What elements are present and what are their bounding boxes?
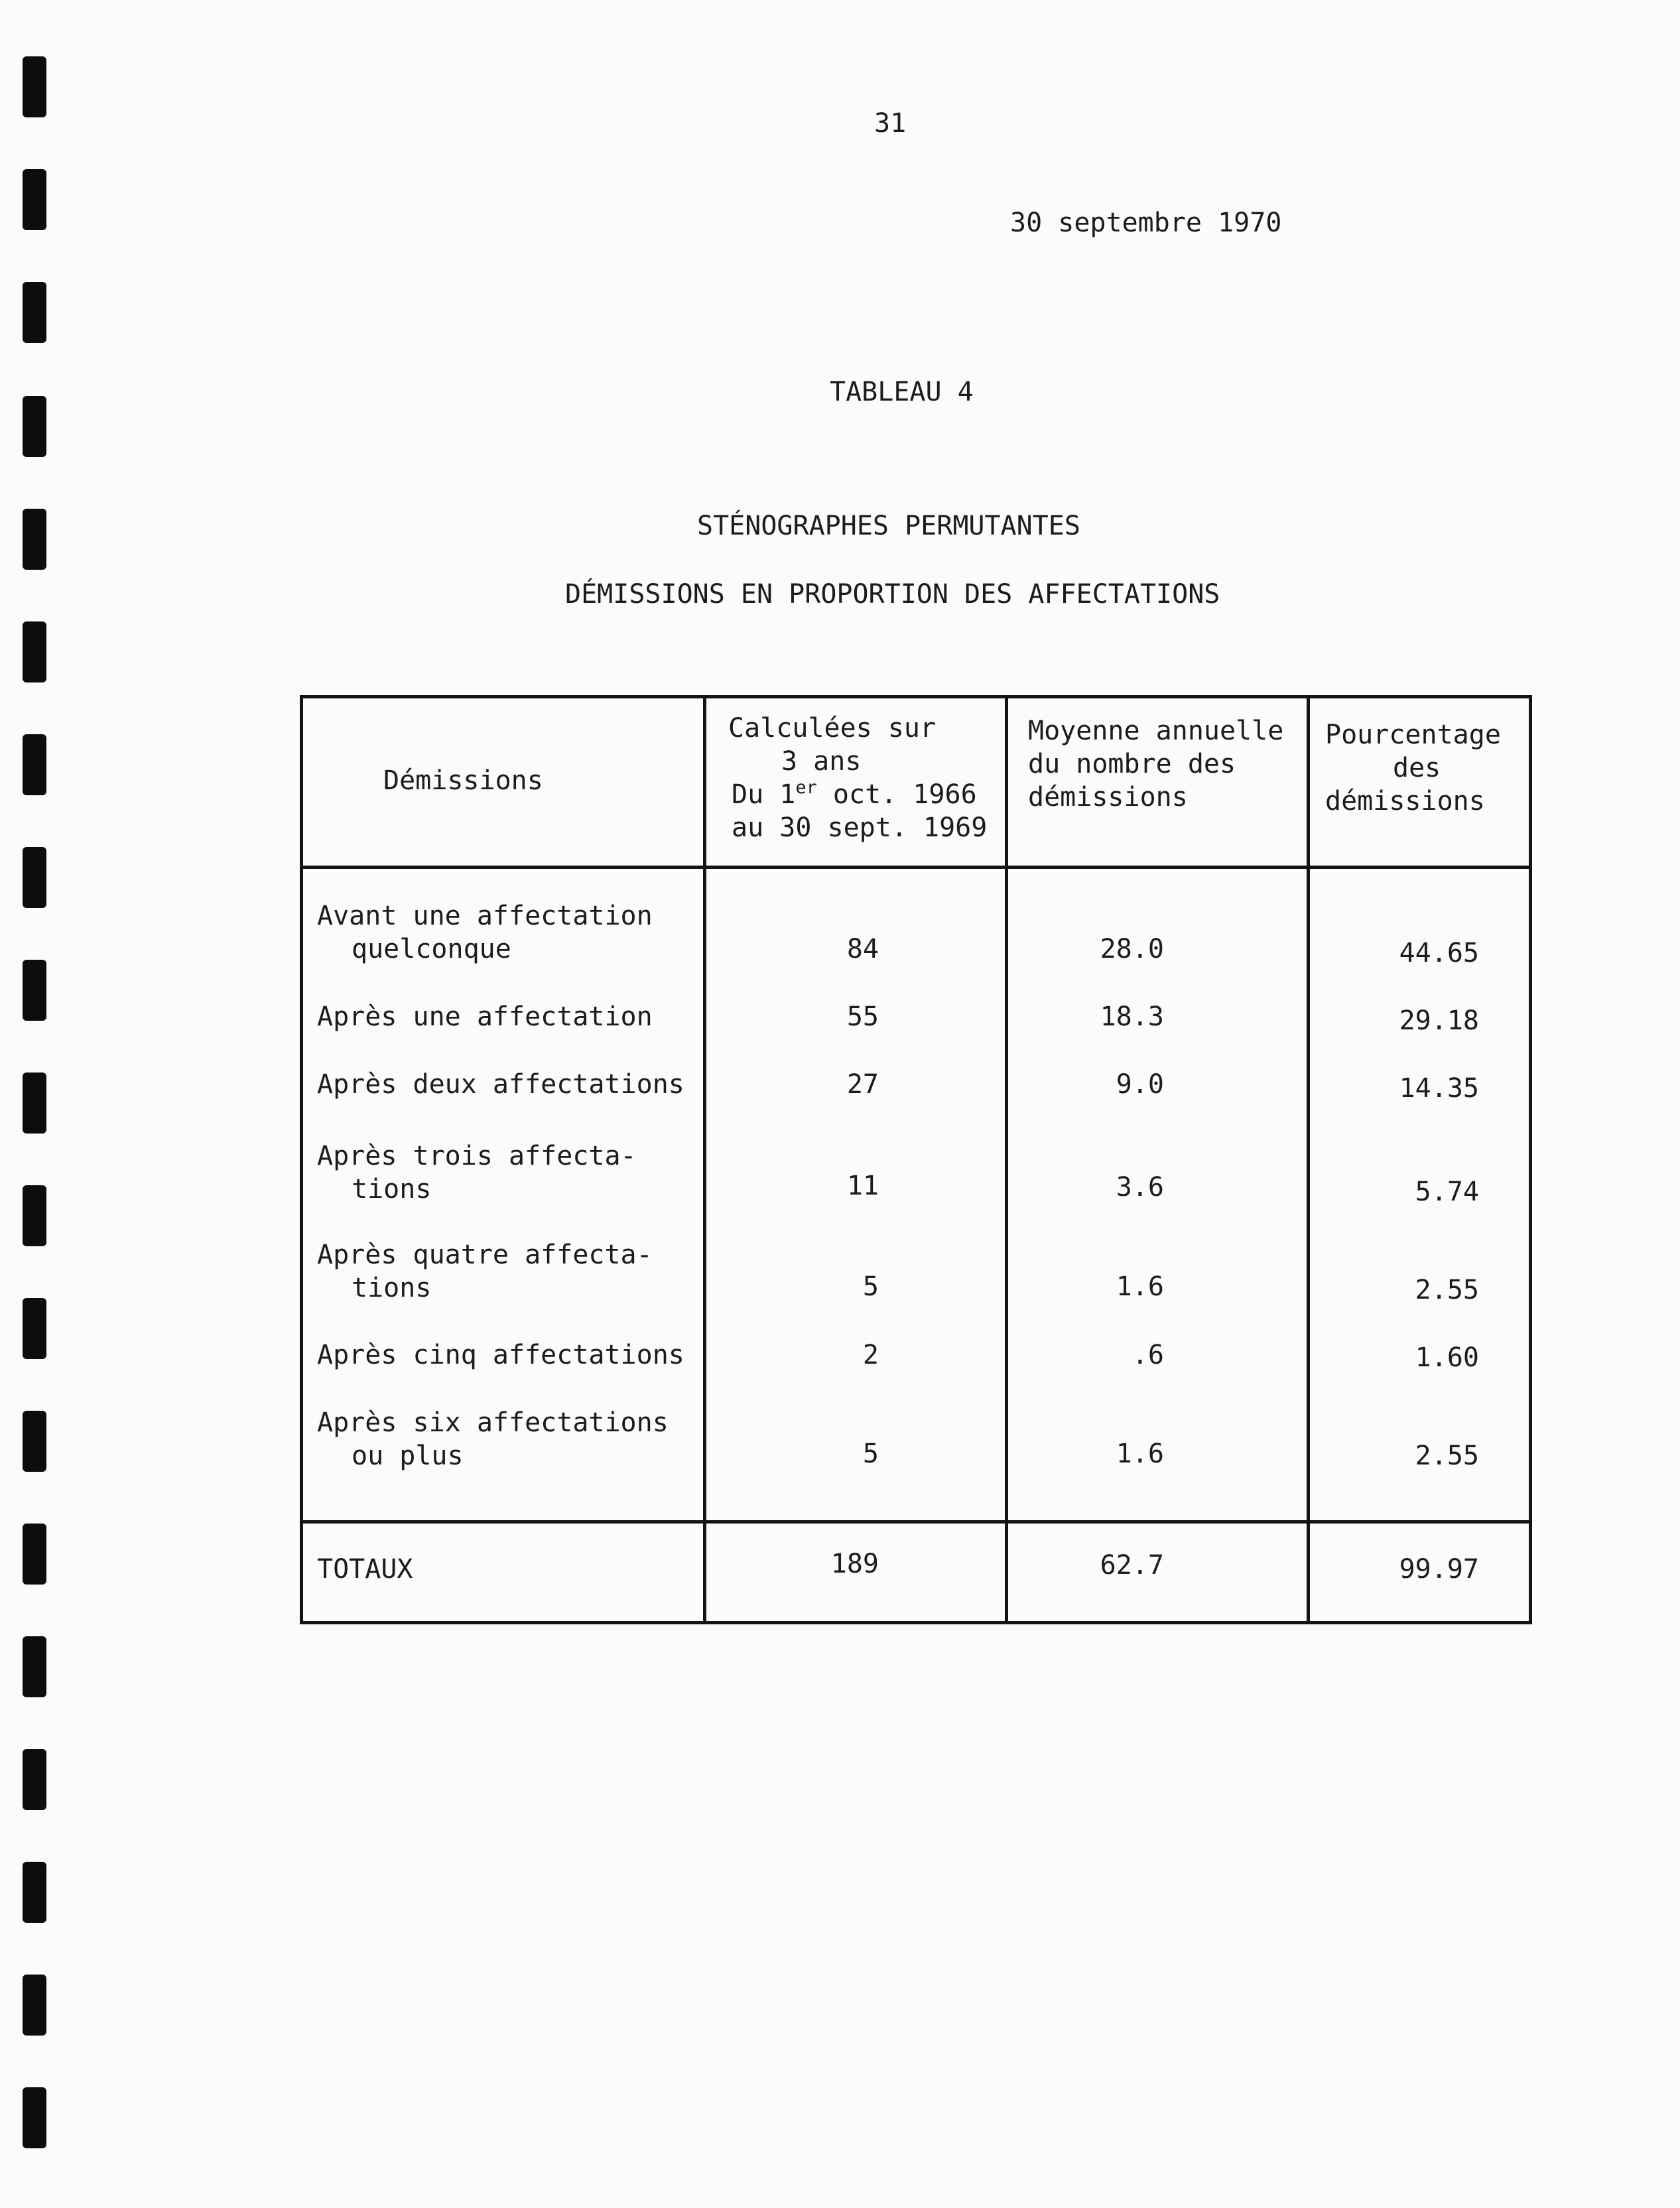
binder-hole — [23, 1072, 46, 1134]
binder-hole — [23, 847, 46, 908]
row-label: tions — [352, 1273, 432, 1303]
row-count: 2 — [862, 1340, 879, 1370]
header-calculees-line: 3 ans — [781, 746, 862, 777]
row-label: ou plus — [352, 1441, 464, 1471]
row-label: Avant une affectation — [317, 901, 653, 931]
row-percent: 44.65 — [1399, 938, 1479, 968]
ordinal-superscript: er — [795, 777, 817, 798]
table-border-bottom — [300, 1621, 1532, 1624]
header-calculees-line: Calculées sur — [728, 713, 937, 744]
binder-hole — [23, 1636, 46, 1697]
row-count: 11 — [846, 1171, 879, 1201]
row-average: 3.6 — [1116, 1172, 1164, 1202]
row-percent: 29.18 — [1399, 1006, 1479, 1036]
totals-divider — [300, 1520, 1532, 1524]
column-divider — [1307, 695, 1310, 1624]
table-caption: TABLEAU 4 — [830, 377, 974, 407]
binder-hole — [23, 396, 46, 457]
binder-hole — [23, 1524, 46, 1585]
row-label: tions — [352, 1174, 432, 1204]
row-average: 18.3 — [1100, 1002, 1164, 1032]
row-average: 28.0 — [1100, 934, 1164, 964]
binder-hole — [23, 1298, 46, 1359]
column-divider — [703, 695, 706, 1624]
row-count: 27 — [846, 1069, 879, 1100]
header-calculees-line: au 30 sept. 1969 — [732, 812, 988, 843]
header-demissions: Démissions — [383, 765, 543, 796]
header-moyenne-line: du nombre des — [1028, 749, 1236, 779]
row-count: 55 — [846, 1002, 879, 1032]
totals-label: TOTAUX — [317, 1554, 413, 1585]
header-pourcentage-line: démissions — [1325, 786, 1485, 816]
header-moyenne-line: Moyenne annuelle — [1028, 716, 1284, 746]
row-label: Après deux affectations — [317, 1069, 684, 1100]
document-subtitle: DÉMISSIONS EN PROPORTION DES AFFECTATIONS — [565, 579, 1220, 610]
row-percent: 2.55 — [1415, 1275, 1479, 1305]
totals-average: 62.7 — [1100, 1550, 1164, 1581]
row-average: 1.6 — [1116, 1439, 1164, 1469]
row-average: .6 — [1131, 1340, 1164, 1370]
row-percent: 5.74 — [1415, 1177, 1479, 1207]
table-border-left — [300, 695, 303, 1624]
row-label: Après cinq affectations — [317, 1340, 684, 1370]
row-count: 5 — [862, 1439, 879, 1469]
page-number: 31 — [874, 108, 907, 139]
row-average: 1.6 — [1116, 1271, 1164, 1302]
row-count: 84 — [846, 934, 879, 964]
totals-count: 189 — [830, 1549, 879, 1579]
row-percent: 14.35 — [1399, 1073, 1479, 1104]
binder-hole — [23, 1411, 46, 1472]
table-border-top — [300, 695, 1532, 698]
binder-hole — [23, 282, 46, 343]
row-count: 5 — [862, 1271, 879, 1302]
header-pourcentage-line: Pourcentage — [1325, 720, 1501, 750]
binder-hole — [23, 960, 46, 1021]
row-percent: 2.55 — [1415, 1441, 1479, 1471]
document-date: 30 septembre 1970 — [1010, 208, 1282, 238]
row-label: Après quatre affecta- — [317, 1240, 653, 1270]
totals-percent: 99.97 — [1399, 1554, 1479, 1585]
binder-hole — [23, 1862, 46, 1923]
header-divider — [300, 866, 1532, 869]
binder-hole — [23, 734, 46, 795]
binder-hole — [23, 1975, 46, 2036]
table-border-right — [1529, 695, 1532, 1624]
row-label: quelconque — [352, 934, 511, 964]
column-divider — [1005, 695, 1008, 1624]
header-moyenne-line: démissions — [1028, 782, 1188, 812]
binder-hole — [23, 56, 46, 117]
row-label: Après six affectations — [317, 1407, 669, 1438]
document-title: STÉNOGRAPHES PERMUTANTES — [697, 511, 1080, 541]
binder-hole — [23, 509, 46, 570]
row-percent: 1.60 — [1415, 1342, 1479, 1373]
binder-hole — [23, 1185, 46, 1246]
binder-hole — [23, 621, 46, 682]
row-average: 9.0 — [1116, 1069, 1164, 1100]
binder-hole — [23, 1749, 46, 1810]
binder-hole — [23, 169, 46, 230]
row-label: Après trois affecta- — [317, 1141, 637, 1171]
header-calculees-line: Du 1er oct. 1966 — [732, 777, 977, 810]
binder-hole — [23, 2087, 46, 2148]
header-pourcentage-line: des — [1393, 753, 1441, 783]
row-label: Après une affectation — [317, 1002, 653, 1032]
